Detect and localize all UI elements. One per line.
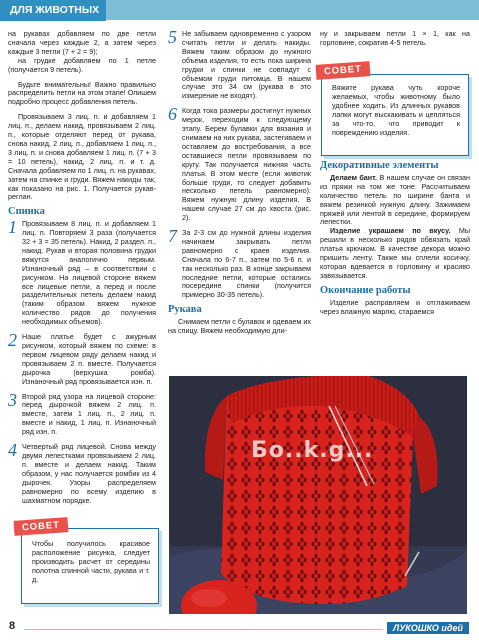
- step-1: [8, 217, 156, 327]
- step-text: Четвертый ряд лицевой. Снова между двумя лепестками провязываем 2 лиц. п. вместе и делаем накид. Таким образом, у нас получается ромбик из 4 дырочек. Узоры распределяем равномерно по всему изделию в шахматном порядке.: [22, 442, 156, 505]
- section-heading-decor: Декоративные элементы: [320, 160, 439, 171]
- step-3: [8, 389, 156, 438]
- magazine-brand: ЛУКОШКО идей: [387, 622, 469, 634]
- section-heading-sleeves: Рукава: [168, 304, 202, 316]
- paragraph: на грудке добавляем по 1 петле (получается 9 петель).: [8, 55, 156, 74]
- paragraph: Изделие расправляем и отглаживаем через влажную марлю, стараемся: [320, 297, 470, 316]
- tip-text: Вяжите рукава чуть короче желаемых, чтобы животному было удобнее ходить. Из длинных рукавов лапки могут выскакивать и цепляться за что-то, что приводит к повреждению изделия.: [332, 83, 460, 137]
- step-text: Второй ряд узора на лицевой стороне: перед дырочкой вяжем 2 лиц. п. вместе, затем 1 лиц. п., 2 лиц. п. вместе и накид, 1 лиц. п. Изнаночный ряд изн. п.: [22, 391, 156, 437]
- step-number: 5: [168, 27, 177, 47]
- page-number: 8: [9, 620, 16, 632]
- step-2: [8, 330, 156, 386]
- section-heading-finish: Окончание работы: [320, 284, 411, 296]
- column-right: [320, 162, 470, 317]
- section-header: ДЛЯ ЖИВОТНЫХ: [0, 0, 106, 21]
- step-text: Не забываем одновременно с узором считать петли и делать накиды. Вяжем таким образом до нужного объема изделия, то есть пока ширина грудки и спинки не совпадут с объемом груди питомца. В нашем случае это 34 см (рукава в это измерение не входят).: [182, 29, 311, 101]
- paragraph-text: Мы решили в несколько рядов обвязать край платья крючком. В качестве декора можно пришить ленту. Также мы сплели косичку, которая вдевается в горловину и красиво завязывается.: [320, 226, 471, 280]
- lead-in: Делаем бант.: [330, 172, 378, 182]
- paragraph: Провязываем 3 лиц. п. и добавляем 1 лиц. п., делаем накид, провязываем 2 лиц. п., которые отделяют перед от рукава, снова накид, 2 лиц. п., добавляем 1 лиц. п., 3 лиц. п. и снова добавляем 1 лиц. п. (7 + 3 = 10 петель), накид, 2 лиц. п. и т. д. Сначала добавляем по 1 лиц. п. на рукавах, затем на спинке и груди. Вяжем накиды так, как показано на рис. 1. Получается рукав-реглан.: [8, 112, 156, 202]
- step-number: 4: [8, 440, 17, 461]
- column-left: [8, 30, 156, 505]
- step-4: [8, 440, 156, 505]
- step-text: Наше платье будет с ажурным рисунком, который вяжем по схеме: в первом лицевом ряду делаем накид и провязываем 2 п. вместе. Получается дырочка (верхушка ромба). Изнаночный ряд провязывается изн. п.: [22, 332, 156, 386]
- step-7: [168, 226, 311, 300]
- paragraph-text: В нашем случае он связан из пряжи на том же тоне. Рассчитываем количество петель по ширине банта и вяжем резинкой нужную длину. Зажимаем пряжей или лентой в середине, формируем лепестки.: [320, 172, 471, 227]
- column-middle: [168, 27, 311, 336]
- step-text: За 2-3 см до нужной длины изделия начинаем закрывать петли равномерно с краев изделия. Сначала по 6-7 п., затем по 5-6 п. и так несколько раз. В конце закрываем последние петли, которые остались посередине спинки (получится примерно 30-35 петель).: [182, 228, 311, 300]
- knitted-dress-photo: [169, 376, 467, 614]
- paragraph-warning: Будьте внимательны! Важно правильно распределить петли на этом этапе! Опишем подробно процесс добавления петель.: [8, 79, 156, 107]
- step-number: 1: [8, 217, 17, 238]
- lead-in: Изделие украшаем по вкусу.: [330, 226, 451, 236]
- tip-badge: СОВЕТ: [316, 61, 371, 80]
- paragraph: [320, 227, 470, 280]
- watermark: Бо..k.g...: [251, 438, 374, 463]
- paragraph: на рукавах добавляем по две петли сначала через каждые 2, а затем через каждые 3 петли (7 + 2 = 9);: [8, 29, 156, 56]
- step-number: 7: [168, 226, 177, 247]
- step-text: Когда тока размеры достигнут нужных мерок, переходим к следующему этапу. Берем булавки для вязания и снимаем на них рукава, застегиваем и оставляем до востребования, а все оставшиеся петли провязываем по кругу. Так получается нижняя часть платья. В этом месте (если животик больше груди, то следует добавить несколько петель равномерно). Вяжем нужную длину изделия. В нашем случае 27 см до хвоста (рис. 2).: [182, 106, 311, 223]
- step-number: 2: [8, 330, 17, 351]
- step-6: [168, 104, 311, 223]
- tip-badge: СОВЕТ: [14, 517, 69, 536]
- section-heading-back: Спинка: [8, 206, 45, 218]
- footer-divider: [24, 629, 383, 630]
- tip-box-right: [321, 74, 469, 156]
- knitted-dress-illustration: [169, 376, 467, 614]
- paragraph: ну и закрываем петли 1 × 1, как на горловине, сократив 4-5 петель.: [320, 29, 470, 47]
- step-5: [168, 27, 311, 101]
- paragraph: [320, 174, 470, 227]
- tip-text: Чтобы получилось красивое расположение рисунка, следует производить расчет от середины полотна спинной части, рукава и т. д.: [32, 539, 150, 584]
- column-right-top: [320, 30, 470, 48]
- step-text: Провязываем 8 лиц. п. и добавляем 1 лиц. п. Повторяем 3 раза (получается 32 + 3 = 35 петель). Накид, 2 раздел. п., накид. Рукав и вторая половина грудки вяжутся аналогично первым. Изнаночный ряд – в соответствии с рисунком. На лицевой стороне вяжем все лицевые петли, а перед и после разделительных петель делаем накид (таким образом вяжем нужное количество рядов до получения необходимых объемов).: [22, 219, 156, 327]
- paragraph: Снимаем петли с булавок и одеваем их на спицу. Вяжем необходимую дли-: [168, 317, 311, 336]
- tip-box-left: [21, 528, 159, 604]
- step-number: 6: [168, 104, 177, 125]
- step-number: 3: [8, 389, 17, 410]
